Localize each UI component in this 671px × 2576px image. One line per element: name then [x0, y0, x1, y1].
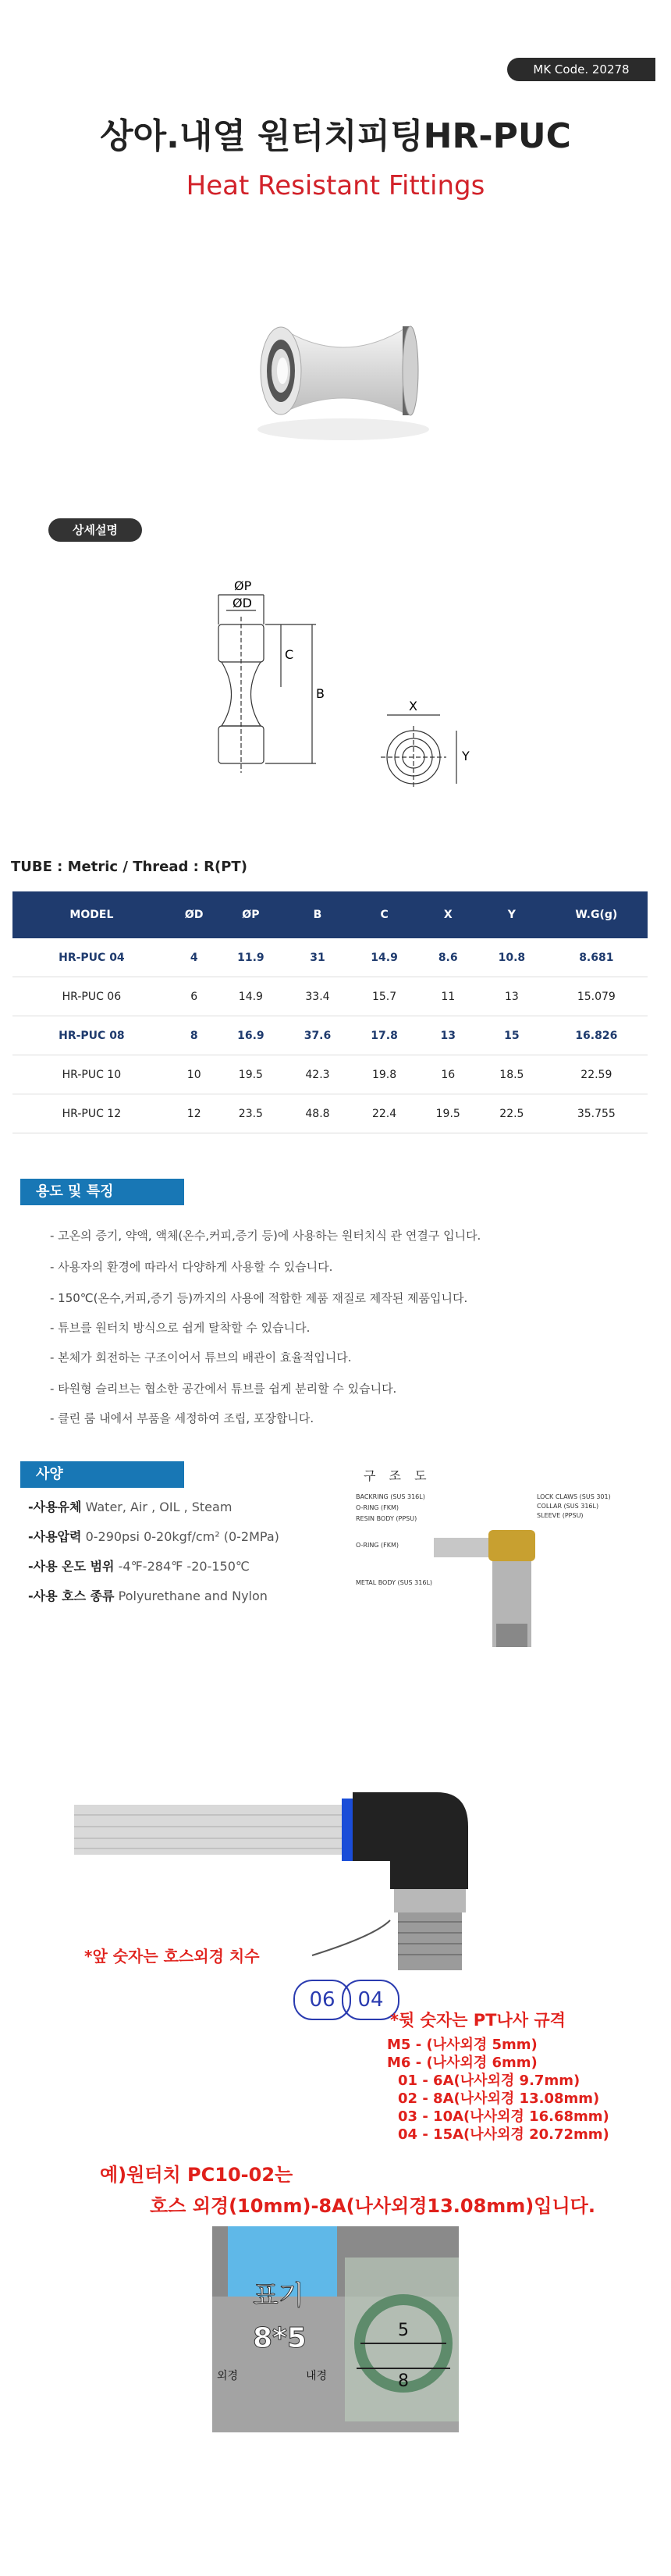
- structure-label: LOCK CLAWS (SUS 301): [537, 1493, 611, 1500]
- hose-outer-value: 8: [398, 2371, 409, 2391]
- spec-row: [28, 1497, 232, 1515]
- cell: 11.9: [218, 938, 285, 977]
- structure-label: SLEEVE (PPSU): [537, 1512, 584, 1519]
- cell: 35.755: [545, 1094, 648, 1133]
- cell: 10.8: [478, 938, 545, 977]
- pt-item: 01 - 6A(나사외경 9.7mm): [398, 2073, 580, 2089]
- table-row: [12, 1016, 648, 1055]
- cell: HR-PUC 04: [12, 938, 171, 977]
- structure-label: RESIN BODY (PPSU): [356, 1515, 417, 1522]
- table-row: [12, 1094, 648, 1133]
- cell: 19.8: [351, 1055, 418, 1094]
- cell: 16: [417, 1055, 478, 1094]
- cell: 12: [171, 1094, 218, 1133]
- feature-item: - 본체가 회전하는 구조이어서 튜브의 배관이 효율적입니다.: [50, 1350, 352, 1364]
- cell: 33.4: [284, 977, 351, 1016]
- cell: 23.5: [218, 1094, 285, 1133]
- features-heading: 용도 및 특징: [20, 1179, 184, 1205]
- dimension-drawing: [187, 578, 499, 827]
- cell: 22.5: [478, 1094, 545, 1133]
- cell: 13: [478, 977, 545, 1016]
- cell: 19.5: [218, 1055, 285, 1094]
- structure-label: O-RING (FKM): [356, 1542, 399, 1549]
- cell: 22.4: [351, 1094, 418, 1133]
- structure-label: BACKRING (SUS 316L): [356, 1493, 425, 1500]
- hose-outer-label: 외경: [217, 2370, 239, 2382]
- label-y: Y: [462, 749, 470, 763]
- spec-value: Polyurethane and Nylon: [118, 1589, 268, 1603]
- feature-item: - 타원형 슬리브는 협소한 공간에서 튜브를 쉽게 분리할 수 있습니다.: [50, 1382, 397, 1396]
- hose-inner-label: 내경: [306, 2370, 328, 2382]
- spec-value: Water, Air , OIL , Steam: [85, 1500, 233, 1514]
- hose-marking-photo: [212, 2226, 459, 2432]
- structure-title: 구 조 도: [364, 1468, 431, 1483]
- cell: 14.9: [351, 938, 418, 977]
- cell: 31: [284, 938, 351, 977]
- cell: 17.8: [351, 1016, 418, 1055]
- spec-label: -사용 온도 범위: [28, 1559, 115, 1574]
- tube-thread-label: TUBE : Metric / Thread : R(PT): [11, 859, 247, 875]
- col-c: C: [351, 891, 418, 938]
- code-left-circle: 06: [293, 1980, 351, 2020]
- feature-item: - 클린 룸 내에서 부품을 세정하여 조립, 포장합니다.: [50, 1411, 314, 1425]
- feature-item: - 고온의 증기, 약액, 액체(온수,커피,증기 등)에 사용하는 원터치식 관 연결구 입니다.: [50, 1229, 481, 1243]
- cell: 10: [171, 1055, 218, 1094]
- cell: 14.9: [218, 977, 285, 1016]
- pt-item: 04 - 15A(나사외경 20.72mm): [398, 2126, 609, 2143]
- label-phi-d: ØD: [233, 596, 252, 610]
- cell: 15.079: [545, 977, 648, 1016]
- table-row: [12, 938, 648, 977]
- label-c: C: [285, 647, 294, 662]
- spec-row: [28, 1586, 268, 1604]
- col-weight: W.G(g): [545, 891, 648, 938]
- cell: 16.826: [545, 1016, 648, 1055]
- label-x: X: [409, 699, 417, 713]
- page-title: 상아.내열 원터치피팅HR-PUC: [100, 116, 571, 156]
- cell: HR-PUC 06: [12, 977, 171, 1016]
- hose-inner-value: 5: [398, 2321, 409, 2340]
- cell: 48.8: [284, 1094, 351, 1133]
- feature-item: - 튜브를 원터치 방식으로 쉽게 탈착할 수 있습니다.: [50, 1321, 311, 1335]
- label-phi-p: ØP: [234, 578, 252, 593]
- spec-value: 0-290psi 0-20kgf/cm² (0-2MPa): [85, 1529, 279, 1544]
- cell: 15: [478, 1016, 545, 1055]
- feature-item: - 150℃(온수,커피,증기 등)까지의 사용에 적합한 제품 재질로 제작된 제품입니다.: [50, 1291, 468, 1305]
- hose-marking: 8*5: [253, 2322, 307, 2354]
- cell: 8.6: [417, 938, 478, 977]
- code-right-circle: 04: [342, 1980, 399, 2020]
- cell: 11: [417, 977, 478, 1016]
- pt-item: M5 - (나사외경 5mm): [387, 2037, 538, 2053]
- cell: 37.6: [284, 1016, 351, 1055]
- back-number-note: *뒷 숫자는 PT나사 규격: [390, 2011, 566, 2030]
- table-row: [12, 977, 648, 1016]
- cell: 6: [171, 977, 218, 1016]
- spec-table: [12, 891, 648, 1133]
- product-image: [250, 297, 437, 453]
- pt-item: 03 - 10A(나사외경 16.68mm): [398, 2108, 609, 2125]
- spec-label: -사용유체: [28, 1500, 82, 1514]
- cell: 22.59: [545, 1055, 648, 1094]
- cell: 8: [171, 1016, 218, 1055]
- cell: 16.9: [218, 1016, 285, 1055]
- cell: 19.5: [417, 1094, 478, 1133]
- structure-diagram: [356, 1483, 637, 1655]
- front-number-note: *앞 숫자는 호스외경 치수: [84, 1947, 260, 1966]
- example-line-1: 예)원터치 PC10-02는: [100, 2164, 293, 2186]
- structure-label: METAL BODY (SUS 316L): [356, 1579, 433, 1586]
- cell: 42.3: [284, 1055, 351, 1094]
- hose-label-title: 표기: [253, 2280, 304, 2311]
- pt-item: M6 - (나사외경 6mm): [387, 2055, 538, 2071]
- spec-row: [28, 1527, 279, 1545]
- spec-value: -4℉-284℉ -20-150℃: [118, 1559, 250, 1574]
- mk-code-badge: MK Code. 20278: [507, 58, 655, 81]
- detail-label: 상세설명: [48, 518, 142, 542]
- col-y: Y: [478, 891, 545, 938]
- cell: 4: [171, 938, 218, 977]
- spec-label: -사용압력: [28, 1529, 82, 1544]
- feature-item: - 사용자의 환경에 따라서 다양하게 사용할 수 있습니다.: [50, 1260, 333, 1274]
- cell: 18.5: [478, 1055, 545, 1094]
- col-od: ØD: [171, 891, 218, 938]
- cell: HR-PUC 12: [12, 1094, 171, 1133]
- cell: 13: [417, 1016, 478, 1055]
- col-op: ØP: [218, 891, 285, 938]
- structure-label: COLLAR (SUS 316L): [537, 1503, 599, 1510]
- table-header-row: [12, 891, 648, 938]
- col-b: B: [284, 891, 351, 938]
- page-subtitle: Heat Resistant Fittings: [186, 170, 485, 201]
- cell: 15.7: [351, 977, 418, 1016]
- cell: 8.681: [545, 938, 648, 977]
- table-row: [12, 1055, 648, 1094]
- spec-row: [28, 1557, 250, 1574]
- spec-label: -사용 호스 종류: [28, 1589, 115, 1603]
- spec-heading: 사양: [20, 1461, 184, 1488]
- structure-label: O-RING (FKM): [356, 1504, 399, 1511]
- label-b: B: [316, 686, 325, 701]
- col-x: X: [417, 891, 478, 938]
- pt-item: 02 - 8A(나사외경 13.08mm): [398, 2090, 600, 2107]
- col-model: MODEL: [12, 891, 171, 938]
- example-line-2: 호스 외경(10mm)-8A(나사외경13.08mm)입니다.: [150, 2195, 595, 2217]
- cell: HR-PUC 10: [12, 1055, 171, 1094]
- cell: HR-PUC 08: [12, 1016, 171, 1055]
